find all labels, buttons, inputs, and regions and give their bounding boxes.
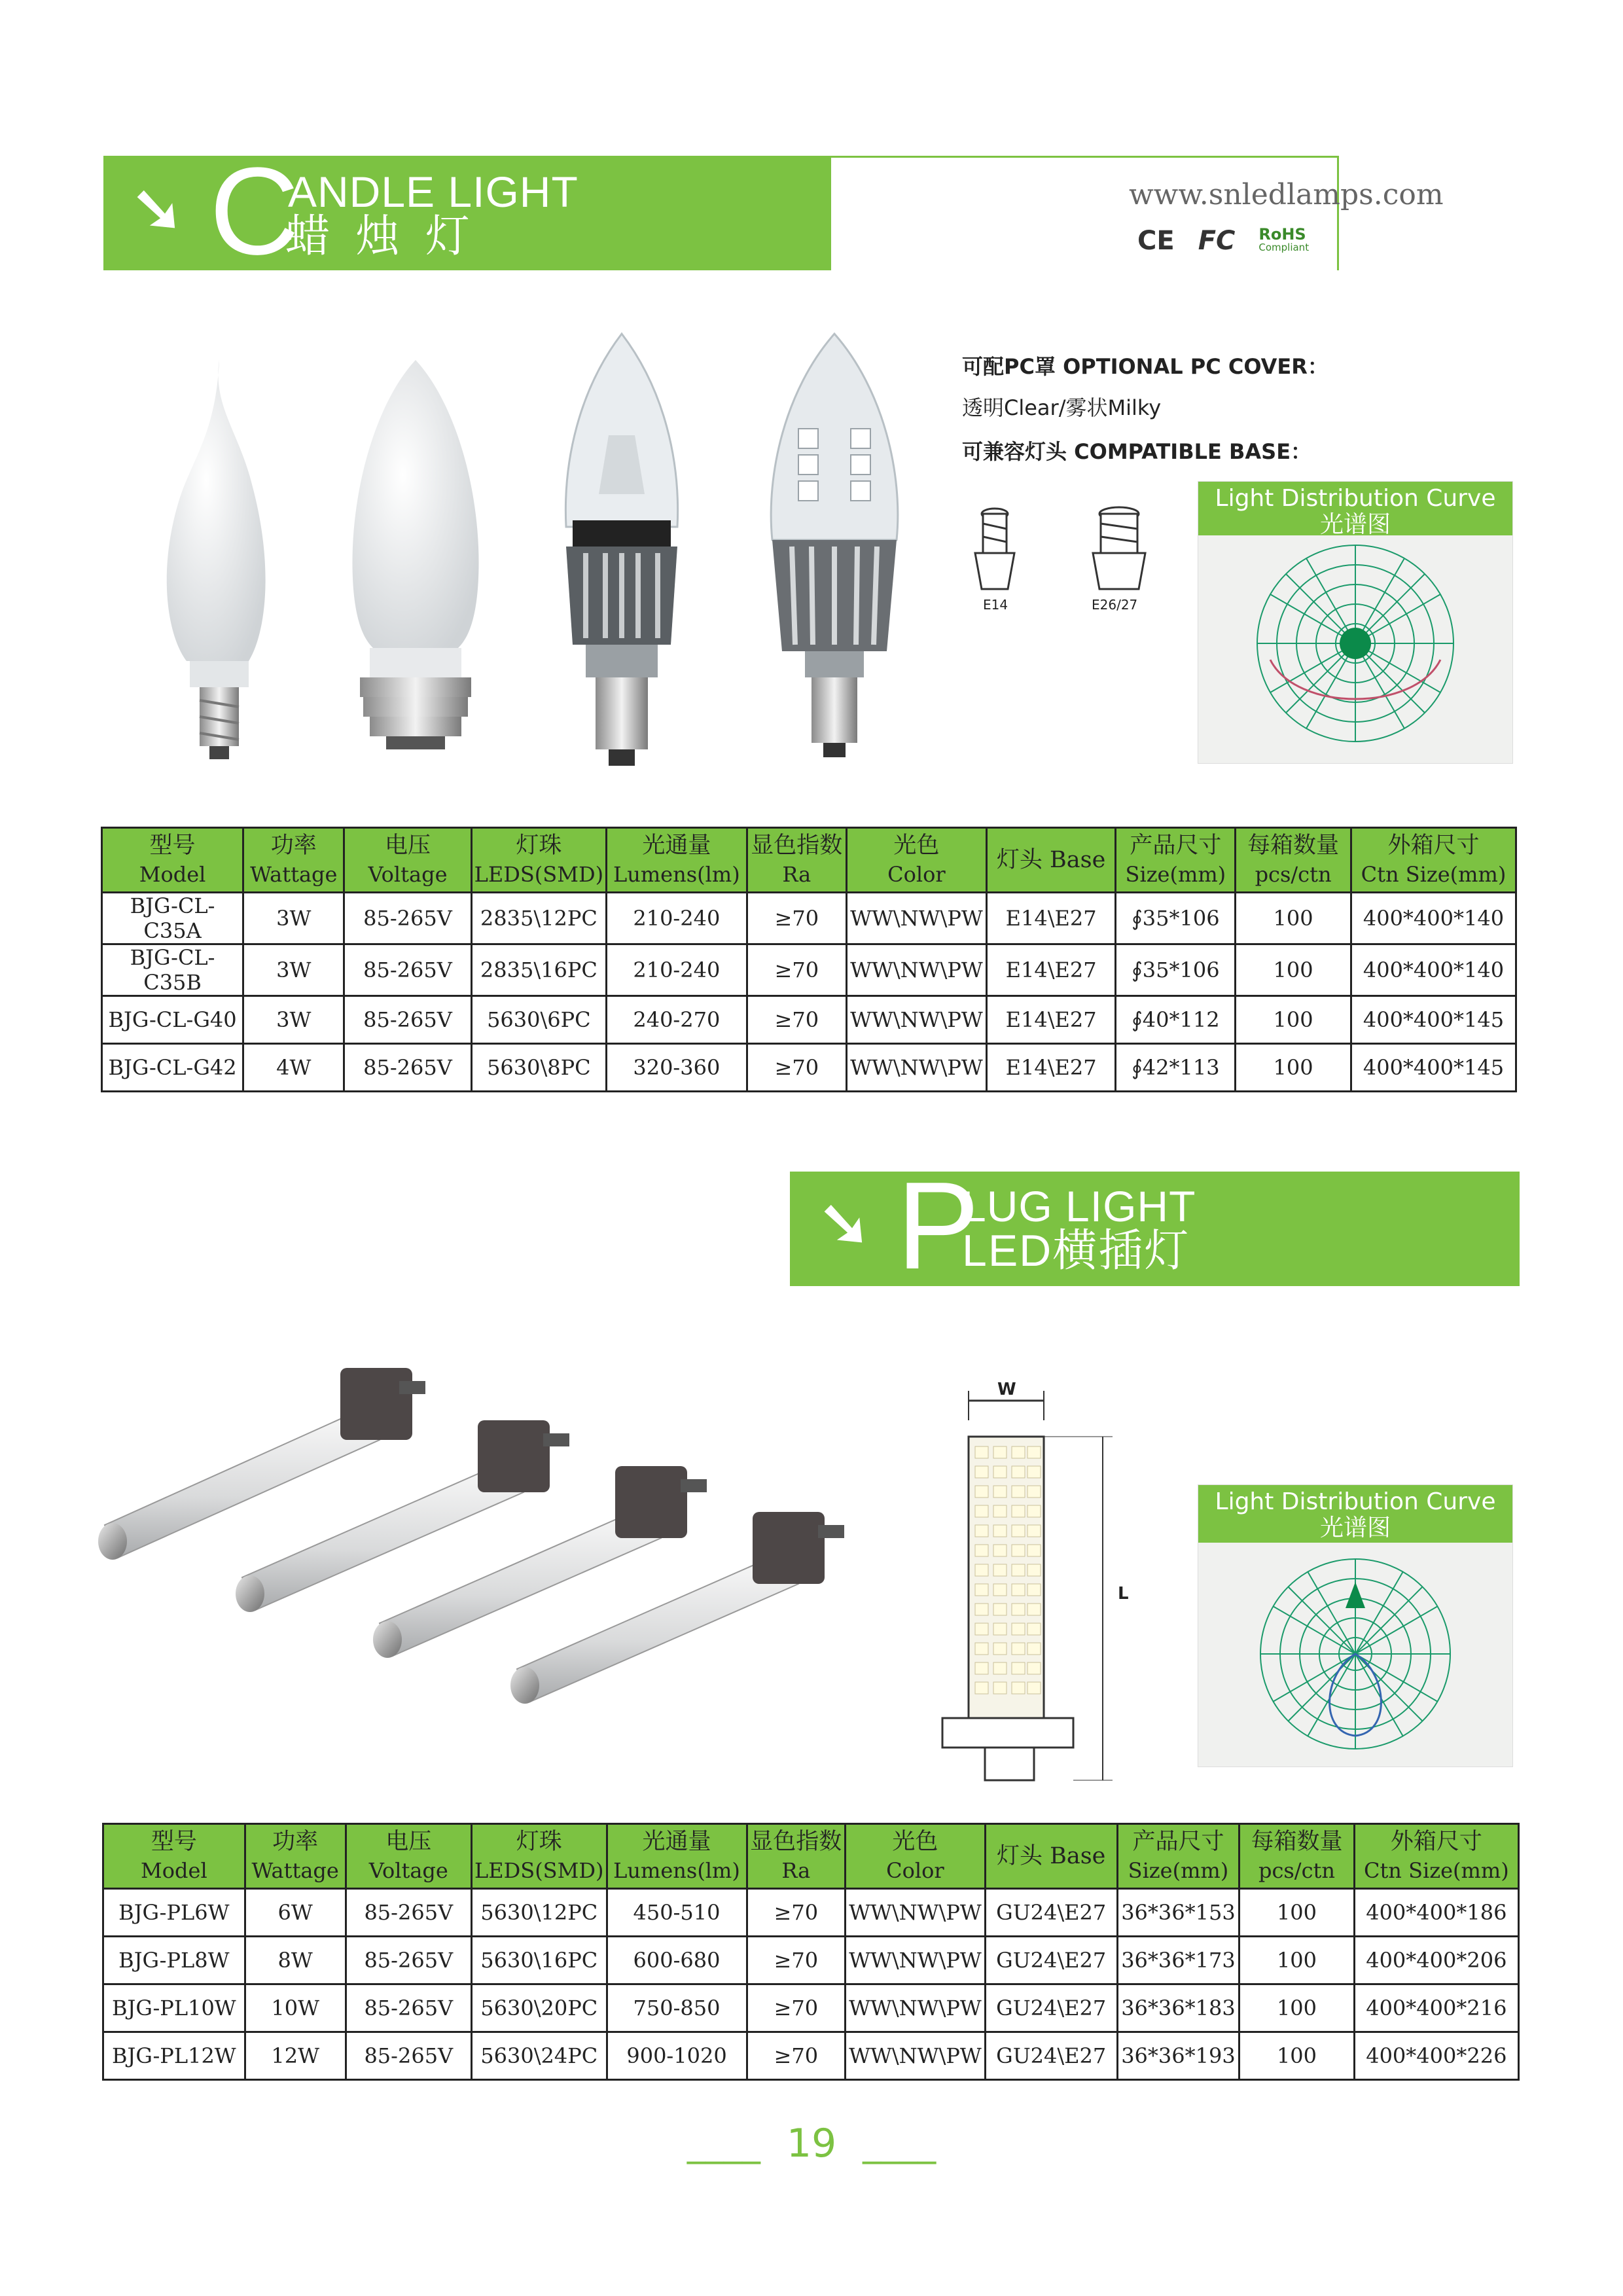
candle-table-header-row xyxy=(102,828,1516,893)
ce-icon: CE xyxy=(1137,226,1175,256)
e26-label: E26/27 xyxy=(1092,597,1138,613)
plug-curve-header xyxy=(1198,1485,1512,1543)
footer-dash-right: ____ xyxy=(863,2122,936,2164)
table-row: BJG-PL12W 12W 85-265V 5630\24PC 900-1020 ≥70 WW\NW\PW GU24\E27 36*36*193 100 400*400*226 xyxy=(103,2032,1519,2080)
col-size: 产品尺寸 Size(mm) xyxy=(1116,828,1236,893)
candle-bulb-clear-smd-icon xyxy=(746,331,923,762)
col-model: 型号 Model xyxy=(103,1824,245,1889)
plug-table-header-row xyxy=(103,1824,1519,1889)
col-base: 灯头 Base xyxy=(985,1824,1117,1889)
col-pcs: 每箱数量 pcs/ctn xyxy=(1236,828,1351,893)
page-footer xyxy=(582,2121,1041,2166)
candle-bulb-tailed-icon xyxy=(154,353,278,772)
table-row: BJG-PL6W 6W 85-265V 5630\12PC 450-510 ≥70 WW\NW\PW GU24\E27 36*36*153 100 400*400*186 xyxy=(103,1889,1519,1937)
plug-title-en: LUG LIGHT xyxy=(962,1182,1196,1230)
col-wattage: 功率 Wattage xyxy=(245,1824,346,1889)
candle-title-cn: 蜡 烛 灯 xyxy=(285,211,476,261)
candle-title-en: ANDLE LIGHT xyxy=(288,168,579,216)
col-lumens: 光通量 Lumens(lm) xyxy=(607,1824,747,1889)
col-color: 光色 Color xyxy=(846,1824,986,1889)
candle-distribution-curve xyxy=(1198,481,1513,764)
plug-lamps-illustration-icon xyxy=(92,1355,903,1748)
pc-cover-label: 可配PC罩 OPTIONAL PC COVER： xyxy=(962,354,1329,379)
candle-curve-title-en: Light Distribution Curve xyxy=(1215,485,1496,512)
col-ra: 显色指数 Ra xyxy=(747,828,847,893)
table-row: BJG-PL8W 8W 85-265V 5630\16PC 600-680 ≥70 WW\NW\PW GU24\E27 36*36*173 100 400*400*206 xyxy=(103,1937,1519,1984)
candle-spec-table xyxy=(101,827,1517,1092)
plug-distribution-curve xyxy=(1198,1484,1513,1767)
candle-bulb-clear-icon xyxy=(540,331,704,776)
col-color: 光色 Color xyxy=(847,828,987,893)
plug-curve-title-en: Light Distribution Curve xyxy=(1215,1488,1496,1515)
candle-curve-header xyxy=(1198,482,1512,538)
plug-title-cn: LED横插灯 xyxy=(962,1226,1190,1276)
table-row: BJG-CL-C35B 3W 85-265V 2835\16PC 210-240 ≥70 WW\NW\PW E14\E27 ∮35*106 100 400*400*140 xyxy=(102,944,1516,996)
arrow-icon: ➘ xyxy=(131,174,184,244)
fc-icon: FC xyxy=(1198,226,1236,256)
compatible-base-label: 可兼容灯头 COMPATIBLE BASE： xyxy=(962,439,1312,464)
col-pcs: 每箱数量 pcs/ctn xyxy=(1240,1824,1354,1889)
footer-dash-left: ____ xyxy=(687,2122,760,2164)
certification-logos xyxy=(1137,226,1309,256)
candle-curve-title-cn: 光谱图 xyxy=(1319,511,1391,538)
col-ctn-size: 外箱尺寸 Ctn Size(mm) xyxy=(1354,1824,1518,1889)
arrow-icon: ➘ xyxy=(818,1189,871,1259)
col-model: 型号 Model xyxy=(102,828,243,893)
dimension-l-label: L xyxy=(1118,1584,1129,1604)
plug-polar-chart-icon xyxy=(1198,1543,1512,1768)
website-url[interactable]: www.snledlamps.com xyxy=(1129,178,1444,211)
col-voltage: 电压 Voltage xyxy=(346,1824,471,1889)
table-row: BJG-PL10W 10W 85-265V 5630\20PC 750-850 ≥70 WW\NW\PW GU24\E27 36*36*183 100 400*400*216 xyxy=(103,1984,1519,2032)
cover-types-label: 透明Clear/雾状Milky xyxy=(962,395,1162,420)
candle-polar-chart-icon xyxy=(1198,535,1512,764)
page-number: 19 xyxy=(786,2121,837,2166)
table-row: BJG-CL-C35A 3W 85-265V 2835\12PC 210-240 ≥70 WW\NW\PW E14\E27 ∮35*106 100 400*400*140 xyxy=(102,893,1516,944)
dimension-w-label: W xyxy=(997,1380,1016,1399)
candle-big-letter: C xyxy=(209,142,300,281)
rohs-icon: RoHS Compliant xyxy=(1258,225,1310,253)
plug-spec-table xyxy=(102,1823,1520,2081)
col-lumens: 光通量 Lumens(lm) xyxy=(607,828,747,893)
candle-bulb-milky-icon xyxy=(334,353,497,759)
table-row: BJG-CL-G40 3W 85-265V 5630\6PC 240-270 ≥70 WW\NW\PW E14\E27 ∮40*112 100 400*400*145 xyxy=(102,996,1516,1044)
plug-curve-title-cn: 光谱图 xyxy=(1319,1515,1391,1541)
col-leds: 灯珠 LEDS(SMD) xyxy=(471,828,607,893)
col-ctn-size: 外箱尺寸 Ctn Size(mm) xyxy=(1351,828,1516,893)
col-wattage: 功率 Wattage xyxy=(243,828,344,893)
plug-big-letter: P xyxy=(897,1157,980,1295)
col-size: 产品尺寸 Size(mm) xyxy=(1117,1824,1240,1889)
col-voltage: 电压 Voltage xyxy=(344,828,471,893)
col-ra: 显色指数 Ra xyxy=(747,1824,846,1889)
table-row: BJG-CL-G42 4W 85-265V 5630\8PC 320-360 ≥70 WW\NW\PW E14\E27 ∮42*113 100 400*400*145 xyxy=(102,1044,1516,1092)
e14-label: E14 xyxy=(983,597,1008,613)
e14-base-icon xyxy=(969,504,1021,596)
plug-dimension-drawing-icon xyxy=(929,1381,1139,1787)
e26-base-icon xyxy=(1086,504,1152,596)
col-leds: 灯珠 LEDS(SMD) xyxy=(471,1824,607,1889)
col-base: 灯头 Base xyxy=(986,828,1116,893)
